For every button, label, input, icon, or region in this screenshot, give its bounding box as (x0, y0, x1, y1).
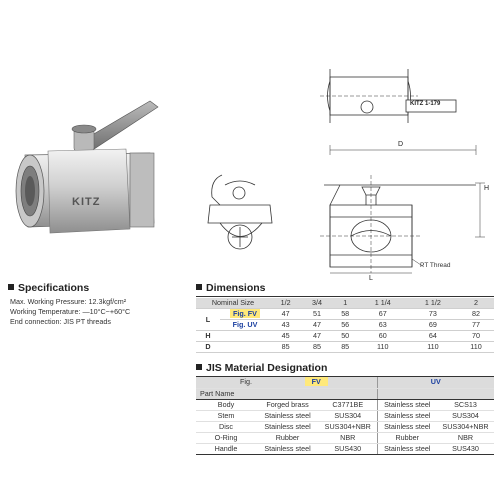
bullet-square-icon (196, 364, 202, 370)
table-row (196, 331, 494, 342)
value-cell: 70 (458, 331, 494, 342)
material-cell: SUS304 (319, 410, 377, 421)
value-cell: 58 (333, 309, 358, 320)
part-name-row (196, 388, 494, 399)
material-cell: SUS430 (437, 443, 494, 454)
technical-drawing (180, 55, 500, 280)
value-cell: 82 (458, 309, 494, 320)
material-cell: Stainless steel (256, 410, 319, 421)
fig-fv-label: Fig. FV (230, 309, 260, 318)
material-cell: SUS304+NBR (319, 421, 377, 432)
table-row (196, 443, 494, 454)
fig-uv-label: Fig. UV (220, 320, 270, 331)
size-cell: 1 1/2 (408, 298, 458, 309)
material-table (196, 377, 494, 455)
empty-cell (437, 388, 494, 399)
table-row (196, 320, 494, 331)
value-cell: 110 (358, 342, 408, 353)
value-cell: 50 (333, 331, 358, 342)
material-cell: Rubber (377, 432, 437, 443)
spec-line: End connection: JIS PT threads (10, 317, 111, 326)
fig-label (220, 342, 270, 353)
empty-cell (319, 388, 377, 399)
row-label: L (196, 309, 220, 331)
material-cell: Rubber (256, 432, 319, 443)
fig-label (220, 331, 270, 342)
table-row (196, 342, 494, 353)
material-title (196, 362, 327, 374)
value-cell: 51 (301, 309, 332, 320)
row-label: H (196, 331, 220, 342)
material-cell: Stainless steel (256, 421, 319, 432)
empty-cell (256, 388, 319, 399)
spec-line: Max. Working Pressure: 12.3kgf/cm² (10, 297, 127, 306)
part-name-header: Part Name (196, 388, 256, 399)
part-cell: Disc (196, 421, 256, 432)
value-cell: 85 (270, 342, 301, 353)
part-cell: Handle (196, 443, 256, 454)
ball-valve-photo (0, 95, 180, 245)
dimensions-table (196, 298, 494, 353)
empty-cell (377, 388, 437, 399)
value-cell: 85 (301, 342, 332, 353)
value-cell: 110 (408, 342, 458, 353)
size-cell: 1 (333, 298, 358, 309)
value-cell: 47 (270, 309, 301, 320)
dimensions-title-text: Dimensions (206, 282, 266, 294)
material-cell: SCS13 (437, 399, 494, 410)
table-row (196, 309, 494, 320)
fv-header (256, 377, 377, 388)
size-cell: 3/4 (301, 298, 332, 309)
material-title-text: JIS Material Designation (206, 362, 328, 374)
dim-h-label: H (484, 185, 490, 192)
material-cell: Stainless steel (256, 443, 319, 454)
table-row (196, 432, 494, 443)
size-cell: 1 1/4 (358, 298, 408, 309)
size-cell: 1/2 (270, 298, 301, 309)
part-cell: Body (196, 399, 256, 410)
value-cell: 69 (408, 320, 458, 331)
material-cell: Stainless steel (377, 399, 437, 410)
specifications-title (8, 282, 89, 294)
material-header-row (196, 377, 494, 388)
fv-header-label: FV (305, 377, 328, 386)
value-cell: 67 (358, 309, 408, 320)
specifications-title-text: Specifications (18, 282, 90, 294)
value-cell: 77 (458, 320, 494, 331)
value-cell: 43 (270, 320, 301, 331)
material-cell: SUS304 (437, 410, 494, 421)
material-cell: NBR (437, 432, 494, 443)
value-cell: 63 (358, 320, 408, 331)
table-row (196, 399, 494, 410)
material-cell: Stainless steel (377, 443, 437, 454)
material-cell: SUS430 (319, 443, 377, 454)
dimensions-title (196, 282, 266, 294)
part-cell: Stem (196, 410, 256, 421)
value-cell: 85 (333, 342, 358, 353)
nominal-size-label: Nominal Size (196, 298, 270, 309)
material-cell: NBR (319, 432, 377, 443)
row-label: D (196, 342, 220, 353)
plate-text: KITZ 1-179 (410, 101, 441, 107)
dim-d-label: D (398, 141, 404, 148)
bullet-square-icon (8, 284, 14, 290)
value-cell: 47 (301, 320, 332, 331)
value-cell: 45 (270, 331, 301, 342)
dimensions-header-row (196, 298, 494, 309)
pt-thread-label: PT Thread (420, 262, 451, 269)
value-cell: 73 (408, 309, 458, 320)
value-cell: 60 (358, 331, 408, 342)
fig-header: Fig. (196, 377, 256, 388)
table-row (196, 421, 494, 432)
size-cell: 2 (458, 298, 494, 309)
value-cell: 64 (408, 331, 458, 342)
table-row (196, 410, 494, 421)
material-cell: Stainless steel (377, 410, 437, 421)
spec-line: Working Temperature: —10°C~+60°C (10, 307, 131, 316)
material-cell: C3771BE (319, 399, 377, 410)
value-cell: 110 (458, 342, 494, 353)
value-cell: 47 (301, 331, 332, 342)
dimensions-top-rule (196, 296, 494, 297)
bullet-square-icon (196, 284, 202, 290)
material-cell: Stainless steel (377, 421, 437, 432)
material-cell: Forged brass (256, 399, 319, 410)
fig-label (220, 309, 270, 320)
part-cell: O-Ring (196, 432, 256, 443)
dim-l-label: L (369, 275, 373, 282)
value-cell: 56 (333, 320, 358, 331)
brand-mark: KITZ (72, 196, 101, 208)
material-cell: SUS304+NBR (437, 421, 494, 432)
uv-header: UV (377, 377, 494, 388)
